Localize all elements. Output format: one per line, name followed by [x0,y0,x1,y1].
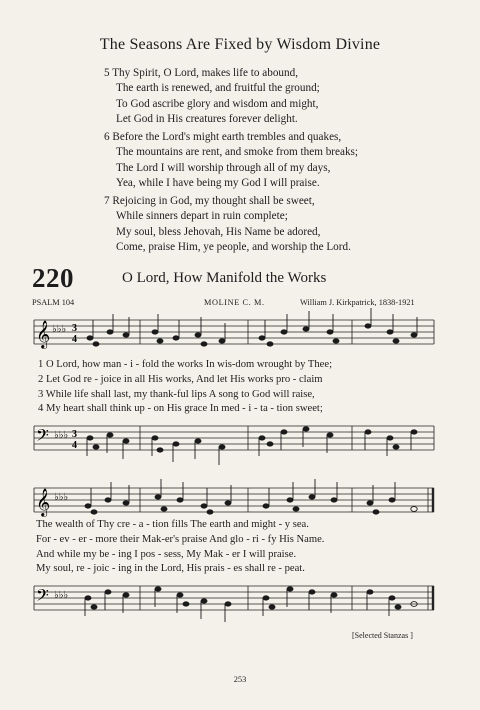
lyric-line: 3 While life shall last, my thank-ful lips A song to God will raise, [38,388,315,400]
stanza-line: The earth is renewed, and fruitful the ground; [116,82,320,95]
stanza-line: My soul, bless Jehovah, His Name be adored, [116,225,321,238]
stanza-line: To God ascribe glory and wisdom and might, [116,97,319,110]
stanza-6 [104,130,358,191]
stanza-line: 5 Thy Spirit, O Lord, makes life to abound, [104,67,298,79]
stanza-line: Come, praise Him, ye people, and worship the Lord. [116,240,351,253]
bass-clef-icon: 𝄢 [36,587,49,609]
svg-text:♭♭♭: ♭♭♭ [54,590,69,601]
lyrics-system-1 [38,358,332,417]
hymn-number: 220 [32,263,74,293]
lyric-line: 2 Let God re - joice in all His works, And let His works pro - claim [38,373,323,385]
section-title: The Seasons Are Fixed by Wisdom Divine [99,36,381,53]
stanza-7 [104,194,351,255]
hymn-title: O Lord, How Manifold the Works [122,270,327,286]
treble-staff-1 [0,308,480,364]
svg-text:3: 3 [72,323,77,334]
stanza-line: 6 Before the Lord's might earth trembles and quakes, [104,131,342,143]
lyric-line: 4 My heart shall think up - on His grace In med - i - ta - tion sweet; [38,403,323,415]
svg-text:♭♭♭: ♭♭♭ [54,492,69,503]
selected-stanzas-note: [Selected Stanzas ] [352,631,413,640]
stanza-line: The mountains are rent, and smoke from them breaks; [116,146,359,159]
stanza-line: Yea, while I have being my God I will praise. [116,176,320,189]
lyric-line: For - ev - er - more their Mak-er's praise And glo - ri - fy His Name. [36,533,325,545]
lyric-line: The wealth of Thy cre - a - tion fills The earth and might - y sea. [36,519,309,530]
composer-credit: William J. Kirkpatrick, 1838-1921 [300,298,415,307]
stanza-5 [104,66,320,127]
treble-clef-icon: 𝄞 [36,322,51,348]
lyric-line: And while my be - ing I pos - sess, My Mak - er I will praise. [36,548,297,560]
lyric-line: My soul, re - joic - ing in the Lord, His prais - es shall re - peat. [36,563,305,575]
bass-staff-1 [0,418,480,468]
bass-staff-2 [0,578,480,628]
stanza-line: While sinners depart in ruin complete; [116,210,288,223]
svg-text:♭♭♭: ♭♭♭ [52,324,67,335]
svg-text:4: 4 [72,334,77,345]
stanza-line: 7 Rejoicing in God, my thought shall be sweet, [104,195,315,207]
tune-name: MOLINE C. M. [204,298,265,307]
stanza-line: Let God in His creatures forever delight. [116,112,298,125]
svg-text:3: 3 [72,429,77,440]
lyrics-system-2 [36,518,324,577]
treble-staff-2 [0,472,480,524]
svg-text:4: 4 [72,440,77,451]
bass-clef-icon: 𝄢 [36,427,49,449]
psalm-reference: PSALM 104 [32,298,75,307]
svg-text:♭♭♭: ♭♭♭ [54,430,69,441]
lyric-line: 1 O Lord, how man - i - fold the works In wis-dom wrought by Thee; [38,359,333,370]
page-number: 253 [233,675,247,684]
treble-clef-icon: 𝄞 [36,490,51,516]
stanza-line: The Lord I will worship through all of my days, [116,161,331,174]
